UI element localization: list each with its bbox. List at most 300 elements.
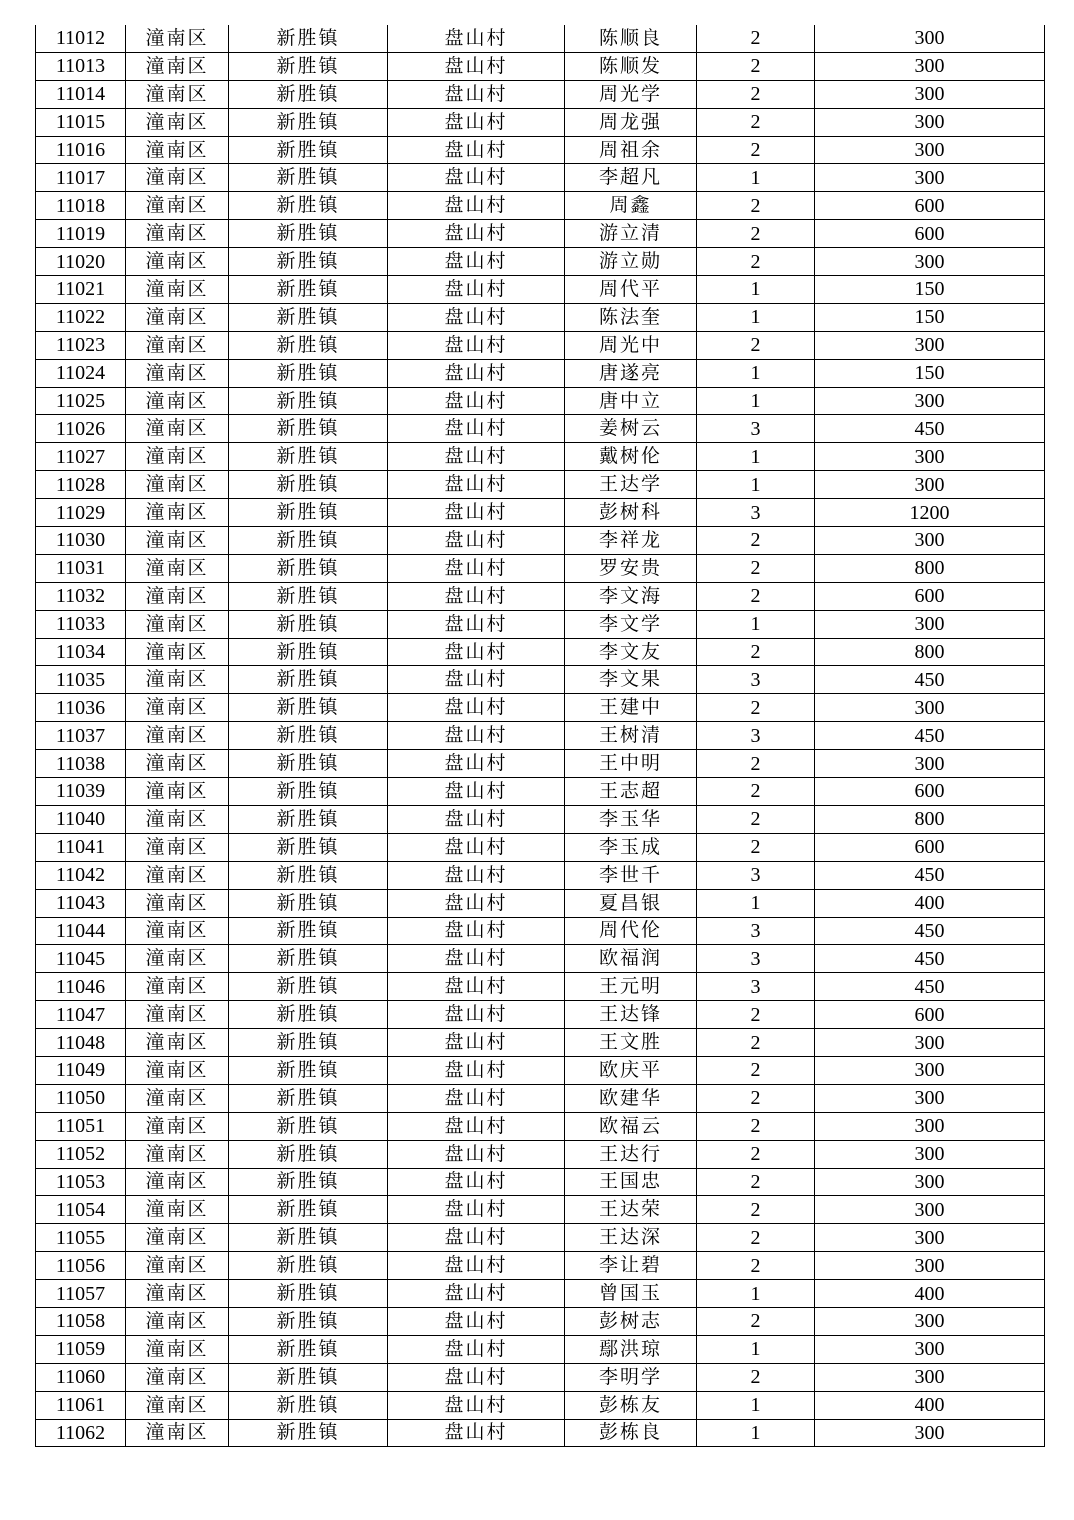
household-size-cell: 2 <box>697 192 815 220</box>
name-cell: 李超凡 <box>565 164 697 192</box>
amount-cell: 400 <box>815 889 1045 917</box>
town-cell: 新胜镇 <box>229 1112 388 1140</box>
amount-cell: 600 <box>815 778 1045 806</box>
household-size-cell: 2 <box>697 1307 815 1335</box>
household-size-cell: 2 <box>697 331 815 359</box>
household-size-cell: 1 <box>697 1391 815 1419</box>
town-cell: 新胜镇 <box>229 1084 388 1112</box>
household-size-cell: 2 <box>697 108 815 136</box>
village-cell: 盘山村 <box>388 805 565 833</box>
table-row <box>36 694 1045 722</box>
name-cell: 王达荣 <box>565 1196 697 1224</box>
district-cell: 潼南区 <box>126 833 229 861</box>
table-row <box>36 443 1045 471</box>
village-cell: 盘山村 <box>388 527 565 555</box>
record-id-cell: 11051 <box>36 1112 126 1140</box>
village-cell: 盘山村 <box>388 136 565 164</box>
table-row <box>36 1224 1045 1252</box>
table-row <box>36 303 1045 331</box>
district-cell: 潼南区 <box>126 861 229 889</box>
table-row <box>36 1029 1045 1057</box>
amount-cell: 800 <box>815 554 1045 582</box>
record-id-cell: 11024 <box>36 359 126 387</box>
household-size-cell: 2 <box>697 554 815 582</box>
town-cell: 新胜镇 <box>229 1140 388 1168</box>
town-cell: 新胜镇 <box>229 527 388 555</box>
town-cell: 新胜镇 <box>229 248 388 276</box>
name-cell: 王国忠 <box>565 1168 697 1196</box>
district-cell: 潼南区 <box>126 1112 229 1140</box>
amount-cell: 300 <box>815 25 1045 52</box>
record-id-cell: 11062 <box>36 1419 126 1447</box>
amount-cell: 300 <box>815 331 1045 359</box>
town-cell: 新胜镇 <box>229 1391 388 1419</box>
record-id-cell: 11061 <box>36 1391 126 1419</box>
town-cell: 新胜镇 <box>229 108 388 136</box>
village-cell: 盘山村 <box>388 1224 565 1252</box>
amount-cell: 300 <box>815 1029 1045 1057</box>
name-cell: 游立清 <box>565 220 697 248</box>
table-row <box>36 805 1045 833</box>
amount-cell: 600 <box>815 220 1045 248</box>
district-cell: 潼南区 <box>126 1335 229 1363</box>
district-cell: 潼南区 <box>126 722 229 750</box>
table-row <box>36 1196 1045 1224</box>
household-size-cell: 2 <box>697 1029 815 1057</box>
table-row <box>36 108 1045 136</box>
amount-cell: 300 <box>815 471 1045 499</box>
amount-cell: 300 <box>815 1224 1045 1252</box>
name-cell: 周代平 <box>565 276 697 304</box>
district-cell: 潼南区 <box>126 582 229 610</box>
village-cell: 盘山村 <box>388 164 565 192</box>
household-size-cell: 1 <box>697 1280 815 1308</box>
amount-cell: 300 <box>815 750 1045 778</box>
town-cell: 新胜镇 <box>229 1252 388 1280</box>
name-cell: 欧福云 <box>565 1112 697 1140</box>
table-row <box>36 192 1045 220</box>
record-id-cell: 11025 <box>36 387 126 415</box>
amount-cell: 300 <box>815 52 1045 80</box>
town-cell: 新胜镇 <box>229 1168 388 1196</box>
table-row <box>36 945 1045 973</box>
district-cell: 潼南区 <box>126 52 229 80</box>
village-cell: 盘山村 <box>388 276 565 304</box>
district-cell: 潼南区 <box>126 666 229 694</box>
town-cell: 新胜镇 <box>229 1056 388 1084</box>
district-cell: 潼南区 <box>126 1196 229 1224</box>
village-cell: 盘山村 <box>388 945 565 973</box>
town-cell: 新胜镇 <box>229 1196 388 1224</box>
table-row <box>36 248 1045 276</box>
district-cell: 潼南区 <box>126 694 229 722</box>
record-id-cell: 11022 <box>36 303 126 331</box>
village-cell: 盘山村 <box>388 1280 565 1308</box>
record-id-cell: 11014 <box>36 80 126 108</box>
town-cell: 新胜镇 <box>229 136 388 164</box>
record-id-cell: 11029 <box>36 499 126 527</box>
name-cell: 陈顺发 <box>565 52 697 80</box>
name-cell: 王中明 <box>565 750 697 778</box>
table-row <box>36 889 1045 917</box>
district-cell: 潼南区 <box>126 1252 229 1280</box>
amount-cell: 300 <box>815 1196 1045 1224</box>
district-cell: 潼南区 <box>126 638 229 666</box>
district-cell: 潼南区 <box>126 945 229 973</box>
amount-cell: 450 <box>815 722 1045 750</box>
amount-cell: 450 <box>815 917 1045 945</box>
table-row <box>36 778 1045 806</box>
village-cell: 盘山村 <box>388 750 565 778</box>
town-cell: 新胜镇 <box>229 889 388 917</box>
table-row <box>36 1280 1045 1308</box>
town-cell: 新胜镇 <box>229 973 388 1001</box>
amount-cell: 300 <box>815 1252 1045 1280</box>
amount-cell: 150 <box>815 276 1045 304</box>
household-size-cell: 2 <box>697 136 815 164</box>
village-cell: 盘山村 <box>388 25 565 52</box>
table-row <box>36 331 1045 359</box>
household-size-cell: 2 <box>697 527 815 555</box>
district-cell: 潼南区 <box>126 917 229 945</box>
table-row <box>36 554 1045 582</box>
record-id-cell: 11021 <box>36 276 126 304</box>
town-cell: 新胜镇 <box>229 945 388 973</box>
name-cell: 周龙强 <box>565 108 697 136</box>
name-cell: 欧庆平 <box>565 1056 697 1084</box>
household-size-cell: 2 <box>697 1363 815 1391</box>
record-id-cell: 11040 <box>36 805 126 833</box>
town-cell: 新胜镇 <box>229 833 388 861</box>
district-cell: 潼南区 <box>126 359 229 387</box>
district-cell: 潼南区 <box>126 1084 229 1112</box>
town-cell: 新胜镇 <box>229 1001 388 1029</box>
record-id-cell: 11049 <box>36 1056 126 1084</box>
district-cell: 潼南区 <box>126 136 229 164</box>
amount-cell: 300 <box>815 387 1045 415</box>
name-cell: 彭树科 <box>565 499 697 527</box>
record-id-cell: 11045 <box>36 945 126 973</box>
record-id-cell: 11043 <box>36 889 126 917</box>
district-cell: 潼南区 <box>126 1001 229 1029</box>
household-size-cell: 1 <box>697 889 815 917</box>
household-size-cell: 2 <box>697 778 815 806</box>
household-size-cell: 1 <box>697 303 815 331</box>
amount-cell: 300 <box>815 1112 1045 1140</box>
table-row <box>36 527 1045 555</box>
record-id-cell: 11058 <box>36 1307 126 1335</box>
amount-cell: 600 <box>815 833 1045 861</box>
name-cell: 曾国玉 <box>565 1280 697 1308</box>
household-size-cell: 2 <box>697 1168 815 1196</box>
village-cell: 盘山村 <box>388 1252 565 1280</box>
amount-cell: 300 <box>815 1363 1045 1391</box>
table-row <box>36 164 1045 192</box>
amount-cell: 300 <box>815 443 1045 471</box>
town-cell: 新胜镇 <box>229 1224 388 1252</box>
district-cell: 潼南区 <box>126 108 229 136</box>
name-cell: 彭栋良 <box>565 1419 697 1447</box>
town-cell: 新胜镇 <box>229 331 388 359</box>
table-row <box>36 1084 1045 1112</box>
name-cell: 唐中立 <box>565 387 697 415</box>
record-id-cell: 11036 <box>36 694 126 722</box>
record-id-cell: 11054 <box>36 1196 126 1224</box>
name-cell: 罗安贵 <box>565 554 697 582</box>
town-cell: 新胜镇 <box>229 554 388 582</box>
village-cell: 盘山村 <box>388 1056 565 1084</box>
district-cell: 潼南区 <box>126 973 229 1001</box>
household-size-cell: 3 <box>697 666 815 694</box>
district-cell: 潼南区 <box>126 1307 229 1335</box>
amount-cell: 1200 <box>815 499 1045 527</box>
record-id-cell: 11016 <box>36 136 126 164</box>
household-size-cell: 2 <box>697 80 815 108</box>
amount-cell: 300 <box>815 1084 1045 1112</box>
household-size-cell: 2 <box>697 1084 815 1112</box>
name-cell: 李文学 <box>565 610 697 638</box>
amount-cell: 800 <box>815 805 1045 833</box>
village-cell: 盘山村 <box>388 917 565 945</box>
amount-cell: 300 <box>815 80 1045 108</box>
village-cell: 盘山村 <box>388 359 565 387</box>
record-id-cell: 11038 <box>36 750 126 778</box>
table-row <box>36 359 1045 387</box>
table-row <box>36 1391 1045 1419</box>
village-cell: 盘山村 <box>388 248 565 276</box>
village-cell: 盘山村 <box>388 889 565 917</box>
district-cell: 潼南区 <box>126 443 229 471</box>
name-cell: 王树清 <box>565 722 697 750</box>
name-cell: 周鑫 <box>565 192 697 220</box>
table-row <box>36 1168 1045 1196</box>
village-cell: 盘山村 <box>388 1140 565 1168</box>
name-cell: 王达深 <box>565 1224 697 1252</box>
household-size-cell: 1 <box>697 387 815 415</box>
record-id-cell: 11015 <box>36 108 126 136</box>
village-cell: 盘山村 <box>388 582 565 610</box>
name-cell: 王建中 <box>565 694 697 722</box>
table-row <box>36 1307 1045 1335</box>
town-cell: 新胜镇 <box>229 694 388 722</box>
table-row <box>36 136 1045 164</box>
household-size-cell: 2 <box>697 1001 815 1029</box>
village-cell: 盘山村 <box>388 861 565 889</box>
table-row <box>36 25 1045 52</box>
town-cell: 新胜镇 <box>229 666 388 694</box>
village-cell: 盘山村 <box>388 1001 565 1029</box>
name-cell: 彭栋友 <box>565 1391 697 1419</box>
town-cell: 新胜镇 <box>229 303 388 331</box>
table-row <box>36 833 1045 861</box>
amount-cell: 300 <box>815 1307 1045 1335</box>
record-id-cell: 11057 <box>36 1280 126 1308</box>
household-size-cell: 2 <box>697 220 815 248</box>
household-size-cell: 1 <box>697 164 815 192</box>
amount-cell: 300 <box>815 527 1045 555</box>
table-row <box>36 1252 1045 1280</box>
village-cell: 盘山村 <box>388 1112 565 1140</box>
record-id-cell: 11042 <box>36 861 126 889</box>
amount-cell: 300 <box>815 1168 1045 1196</box>
amount-cell: 600 <box>815 582 1045 610</box>
name-cell: 李世千 <box>565 861 697 889</box>
record-id-cell: 11023 <box>36 331 126 359</box>
record-id-cell: 11035 <box>36 666 126 694</box>
household-size-cell: 2 <box>697 25 815 52</box>
table-row <box>36 1363 1045 1391</box>
table-row <box>36 52 1045 80</box>
village-cell: 盘山村 <box>388 1335 565 1363</box>
record-id-cell: 11044 <box>36 917 126 945</box>
amount-cell: 300 <box>815 108 1045 136</box>
town-cell: 新胜镇 <box>229 276 388 304</box>
amount-cell: 450 <box>815 415 1045 443</box>
town-cell: 新胜镇 <box>229 359 388 387</box>
household-size-cell: 1 <box>697 359 815 387</box>
village-cell: 盘山村 <box>388 1363 565 1391</box>
district-cell: 潼南区 <box>126 331 229 359</box>
household-size-cell: 2 <box>697 1112 815 1140</box>
district-cell: 潼南区 <box>126 1391 229 1419</box>
town-cell: 新胜镇 <box>229 1280 388 1308</box>
household-size-cell: 1 <box>697 443 815 471</box>
table-row <box>36 750 1045 778</box>
table-row <box>36 276 1045 304</box>
name-cell: 周光学 <box>565 80 697 108</box>
record-id-cell: 11033 <box>36 610 126 638</box>
table-row <box>36 582 1045 610</box>
table-row <box>36 1001 1045 1029</box>
name-cell: 王达学 <box>565 471 697 499</box>
record-id-cell: 11013 <box>36 52 126 80</box>
record-id-cell: 11041 <box>36 833 126 861</box>
household-size-cell: 2 <box>697 805 815 833</box>
village-cell: 盘山村 <box>388 387 565 415</box>
district-cell: 潼南区 <box>126 1140 229 1168</box>
table-row <box>36 861 1045 889</box>
village-cell: 盘山村 <box>388 610 565 638</box>
district-cell: 潼南区 <box>126 1363 229 1391</box>
amount-cell: 300 <box>815 1335 1045 1363</box>
town-cell: 新胜镇 <box>229 499 388 527</box>
name-cell: 陈顺良 <box>565 25 697 52</box>
town-cell: 新胜镇 <box>229 52 388 80</box>
amount-cell: 300 <box>815 1140 1045 1168</box>
record-id-cell: 11034 <box>36 638 126 666</box>
village-cell: 盘山村 <box>388 443 565 471</box>
record-id-cell: 11028 <box>36 471 126 499</box>
village-cell: 盘山村 <box>388 1419 565 1447</box>
amount-cell: 300 <box>815 248 1045 276</box>
district-cell: 潼南区 <box>126 220 229 248</box>
district-cell: 潼南区 <box>126 1168 229 1196</box>
household-size-cell: 2 <box>697 52 815 80</box>
village-cell: 盘山村 <box>388 1391 565 1419</box>
village-cell: 盘山村 <box>388 471 565 499</box>
name-cell: 李让碧 <box>565 1252 697 1280</box>
household-size-cell: 3 <box>697 861 815 889</box>
household-size-cell: 2 <box>697 1140 815 1168</box>
town-cell: 新胜镇 <box>229 471 388 499</box>
household-size-cell: 3 <box>697 973 815 1001</box>
data-table <box>35 25 1045 1447</box>
name-cell: 欧福润 <box>565 945 697 973</box>
town-cell: 新胜镇 <box>229 1307 388 1335</box>
district-cell: 潼南区 <box>126 303 229 331</box>
record-id-cell: 11060 <box>36 1363 126 1391</box>
name-cell: 戴树伦 <box>565 443 697 471</box>
record-id-cell: 11047 <box>36 1001 126 1029</box>
name-cell: 鄢洪琼 <box>565 1335 697 1363</box>
record-id-cell: 11056 <box>36 1252 126 1280</box>
town-cell: 新胜镇 <box>229 861 388 889</box>
record-id-cell: 11046 <box>36 973 126 1001</box>
record-id-cell: 11030 <box>36 527 126 555</box>
amount-cell: 300 <box>815 1419 1045 1447</box>
record-id-cell: 11055 <box>36 1224 126 1252</box>
table-row <box>36 415 1045 443</box>
town-cell: 新胜镇 <box>229 80 388 108</box>
district-cell: 潼南区 <box>126 471 229 499</box>
village-cell: 盘山村 <box>388 220 565 248</box>
village-cell: 盘山村 <box>388 1084 565 1112</box>
name-cell: 游立勋 <box>565 248 697 276</box>
district-cell: 潼南区 <box>126 527 229 555</box>
town-cell: 新胜镇 <box>229 1335 388 1363</box>
village-cell: 盘山村 <box>388 973 565 1001</box>
name-cell: 姜树云 <box>565 415 697 443</box>
name-cell: 李文海 <box>565 582 697 610</box>
amount-cell: 150 <box>815 303 1045 331</box>
town-cell: 新胜镇 <box>229 638 388 666</box>
district-cell: 潼南区 <box>126 805 229 833</box>
record-id-cell: 11039 <box>36 778 126 806</box>
district-cell: 潼南区 <box>126 164 229 192</box>
record-id-cell: 11052 <box>36 1140 126 1168</box>
town-cell: 新胜镇 <box>229 778 388 806</box>
town-cell: 新胜镇 <box>229 387 388 415</box>
name-cell: 李文友 <box>565 638 697 666</box>
village-cell: 盘山村 <box>388 303 565 331</box>
village-cell: 盘山村 <box>388 666 565 694</box>
town-cell: 新胜镇 <box>229 25 388 52</box>
amount-cell: 400 <box>815 1280 1045 1308</box>
household-size-cell: 1 <box>697 1419 815 1447</box>
record-id-cell: 11026 <box>36 415 126 443</box>
amount-cell: 450 <box>815 973 1045 1001</box>
table-row <box>36 387 1045 415</box>
amount-cell: 450 <box>815 861 1045 889</box>
village-cell: 盘山村 <box>388 778 565 806</box>
name-cell: 陈法奎 <box>565 303 697 331</box>
name-cell: 王文胜 <box>565 1029 697 1057</box>
household-size-cell: 2 <box>697 694 815 722</box>
town-cell: 新胜镇 <box>229 750 388 778</box>
town-cell: 新胜镇 <box>229 1363 388 1391</box>
name-cell: 王元明 <box>565 973 697 1001</box>
district-cell: 潼南区 <box>126 778 229 806</box>
name-cell: 李玉华 <box>565 805 697 833</box>
name-cell: 李文果 <box>565 666 697 694</box>
amount-cell: 600 <box>815 192 1045 220</box>
name-cell: 李明学 <box>565 1363 697 1391</box>
name-cell: 唐遂亮 <box>565 359 697 387</box>
village-cell: 盘山村 <box>388 80 565 108</box>
amount-cell: 300 <box>815 694 1045 722</box>
village-cell: 盘山村 <box>388 1307 565 1335</box>
table-row <box>36 471 1045 499</box>
